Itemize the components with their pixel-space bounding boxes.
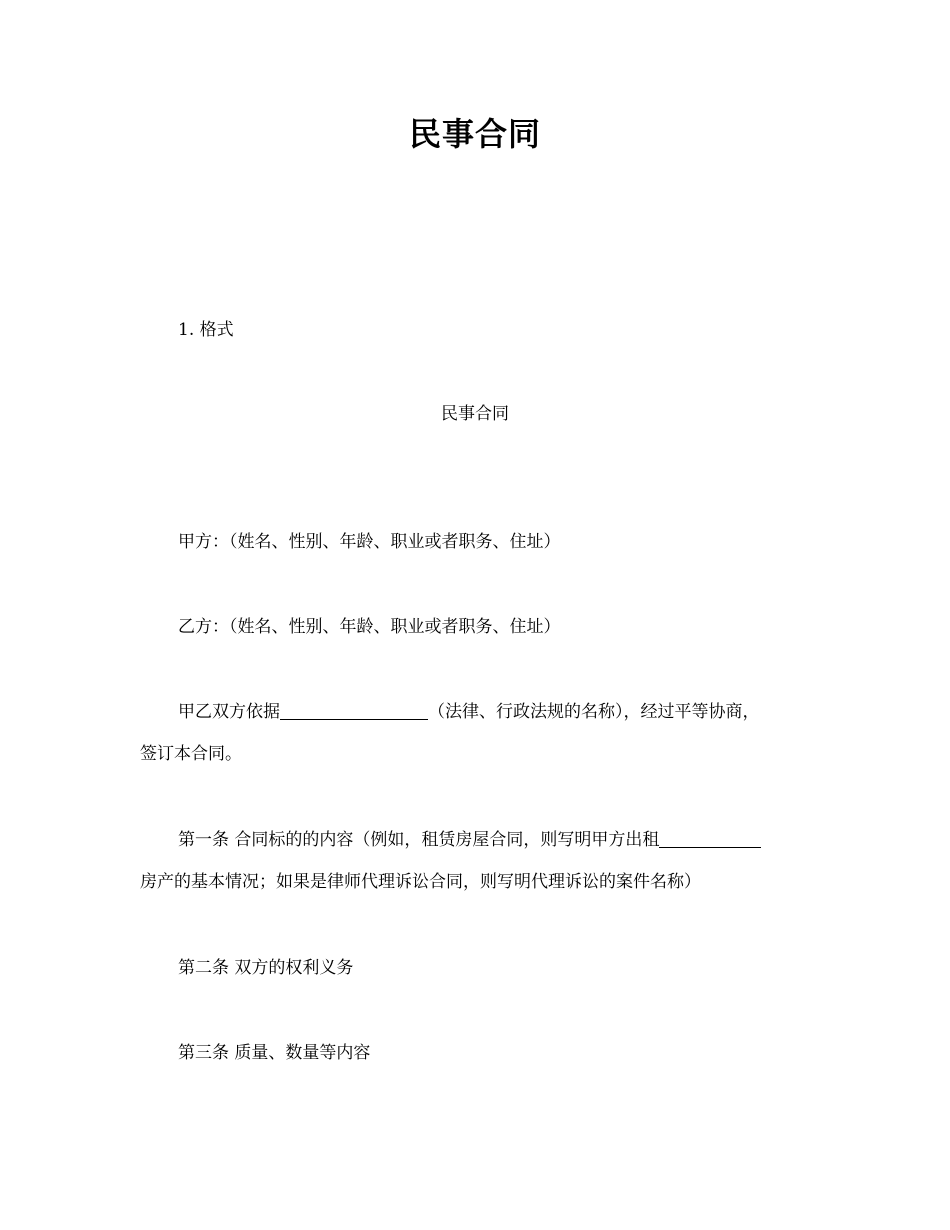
- contract-subtitle: 民事合同: [441, 404, 509, 424]
- basis-paragraph-line-1: [178, 700, 760, 724]
- article-3-line: 第三条 质量、数量等内容: [178, 1043, 371, 1063]
- article-2-line: 第二条 双方的权利义务: [178, 958, 354, 978]
- section-heading: 1. 格式: [178, 320, 234, 340]
- basis-text-before: 甲乙双方依据: [178, 702, 280, 722]
- article-1-line-2: 房产的基本情况；如果是律师代理诉讼合同，则写明代理诉讼的案件名称）: [140, 872, 701, 892]
- document-title: 民事合同: [408, 115, 541, 153]
- basis-paragraph-line-2: 签订本合同。: [140, 744, 242, 764]
- property-blank[interactable]: [659, 829, 761, 848]
- party-b-line: 乙方：（姓名、性别、年龄、职业或者职务、住址）: [178, 617, 561, 637]
- basis-text-after: （法律、行政法规的名称），经过平等协商，: [428, 702, 760, 722]
- article-1-line-1: [178, 828, 761, 852]
- law-name-blank[interactable]: [280, 701, 428, 720]
- party-a-line: 甲方：（姓名、性别、年龄、职业或者职务、住址）: [178, 532, 561, 552]
- article-1-text: 第一条 合同标的的内容（例如，租赁房屋合同，则写明甲方出租: [178, 830, 660, 850]
